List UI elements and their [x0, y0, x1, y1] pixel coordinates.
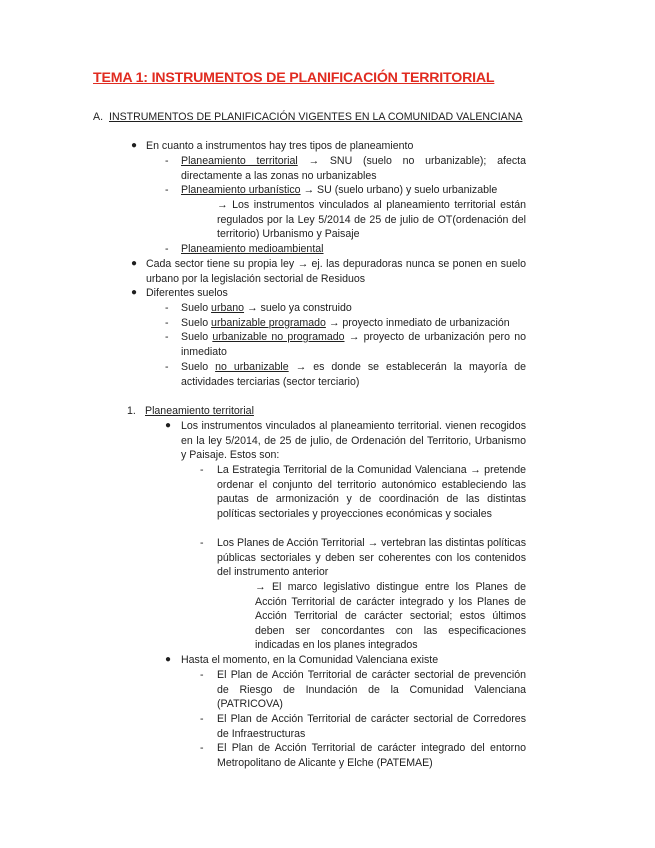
bullet-marker: ● — [131, 287, 138, 298]
text-run: → El marco legislativo distingue entre los Planes de Acción Territorial de carácter integrado y los Planes de Acción Territorial de carácter sectorial; estos últimos deben ser concordantes con las especificaciones indicadas en los planes integrados — [255, 581, 526, 651]
text-run: Suelo — [181, 317, 212, 329]
dash-marker: - — [165, 243, 169, 255]
arrow-note — [217, 198, 526, 242]
dash-marker: - — [165, 317, 169, 329]
bullet-item — [131, 139, 526, 154]
text-run: El Plan de Acción Territorial de carácter integrado del entorno Metropolitano de Alicante y Elche (PATEMAE) — [217, 742, 526, 769]
dash-text — [217, 712, 526, 741]
dash-text — [181, 301, 526, 316]
dash-marker: - — [200, 742, 204, 754]
underlined-text-run: no urbanizable — [215, 361, 289, 373]
text-run: Los Planes de Acción Territorial → vertebran las distintas políticas públicas sectoriales y deben ser coherentes con los contenidos del instrumento anterior — [217, 537, 526, 578]
dash-item — [200, 463, 526, 521]
underlined-text-run: Planeamiento medioambiental — [181, 243, 324, 255]
text-run: Cada sector tiene su propia ley → ej. las depuradoras nunca se ponen en suelo urbano por la legislación sectorial de Residuos — [146, 258, 526, 285]
dash-marker: - — [165, 302, 169, 314]
dash-text — [181, 154, 526, 183]
text-run: La Estrategia Territorial de la Comunidad Valenciana → pretende ordenar el conjunto del territorio autonómico estableciendo las pautas de armonización y de coordinación de las distintas políticas sectoriales y proyecciones económicas y sociales — [217, 464, 526, 520]
text-run: El Plan de Acción Territorial de carácter sectorial de Corredores de Infraestructuras — [217, 713, 526, 740]
dash-text — [181, 242, 526, 257]
page-title: TEMA 1: INSTRUMENTOS DE PLANIFICACIÓN TERRITORIAL — [93, 70, 495, 86]
text-run: Los instrumentos vinculados al planeamiento territorial. vienen recogidos en la ley 5/2014, de 25 de julio, de Ordenación del Territorio, Urbanismo y Paisaje. Estos son: — [181, 420, 526, 461]
letter-marker: A. — [93, 111, 104, 123]
section-heading-text — [145, 404, 526, 419]
text-run: Suelo — [181, 361, 216, 373]
text-run: → SU (suelo urbano) y suelo urbanizable — [300, 184, 498, 196]
dash-item — [165, 183, 526, 198]
bullet-text — [181, 653, 526, 668]
underlined-text-run: Planeamiento urbanístico — [181, 184, 301, 196]
dash-marker: - — [165, 361, 169, 373]
dash-item — [165, 301, 526, 316]
bullet-text — [181, 419, 526, 463]
dash-marker: - — [165, 331, 169, 343]
dash-marker: - — [165, 184, 169, 196]
underlined-text-run: urbano — [211, 302, 245, 314]
bullet-item — [165, 653, 526, 668]
arrow-note — [255, 580, 526, 653]
dash-text — [217, 463, 526, 521]
text-run: → proyecto de urbanización pero no inmediato — [181, 331, 526, 358]
dash-marker: - — [165, 155, 169, 167]
text-run: Diferentes suelos — [146, 287, 228, 299]
dash-item — [200, 668, 526, 712]
note-text — [217, 198, 526, 242]
dash-item — [165, 154, 526, 183]
dash-marker: - — [200, 537, 204, 549]
dash-marker: - — [200, 713, 204, 725]
section-heading-text — [109, 110, 526, 125]
dash-text — [181, 330, 526, 359]
underlined-text-run: Planeamiento territorial — [181, 155, 298, 167]
text-run: → Los instrumentos vinculados al planeamiento territorial están regulados por la Ley 5/2014 de 25 de julio de OT(ordenación del territorio) Urbanismo y Paisaje — [217, 199, 526, 240]
bullet-item — [165, 419, 526, 463]
text-run: Suelo — [181, 331, 213, 343]
section-1-heading — [127, 404, 526, 419]
dash-text — [217, 668, 526, 712]
dash-item — [165, 360, 526, 389]
dash-text — [217, 741, 526, 770]
text-run: → es donde se establecerán la mayoría de actividades terciarias (sector terciario) — [181, 361, 526, 388]
bullet-marker: ● — [165, 420, 172, 431]
text-run: Hasta el momento, en la Comunidad Valenciana existe — [181, 654, 439, 666]
underlined-text-run: INSTRUMENTOS DE PLANIFICACIÓN VIGENTES EN LA COMUNIDAD VALENCIANA — [109, 111, 523, 123]
underlined-text-run: urbanizable no programado — [212, 331, 345, 343]
text-run: → suelo ya construido — [244, 302, 352, 314]
dash-text — [181, 183, 526, 198]
note-text — [255, 580, 526, 653]
dash-marker: - — [200, 464, 204, 476]
text-run: El Plan de Acción Territorial de carácter sectorial de prevención de Riesgo de Inundación de la Comunidad Valenciana (PATRICOVA) — [217, 669, 526, 710]
bullet-marker: ● — [131, 258, 138, 269]
underlined-text-run: Planeamiento territorial — [145, 405, 254, 417]
dash-text — [181, 360, 526, 389]
dash-item — [165, 316, 526, 331]
bullet-marker: ● — [131, 140, 138, 151]
bullet-item — [131, 257, 526, 286]
dash-text — [181, 316, 526, 331]
dash-item — [165, 242, 526, 257]
bullet-text — [146, 257, 526, 286]
dash-item — [200, 712, 526, 741]
section-a-heading — [93, 110, 526, 125]
text-run: → SNU (suelo no urbanizable); afecta directamente a las zonas no urbanizables — [181, 155, 526, 182]
underlined-text-run: urbanizable programado — [211, 317, 326, 329]
dash-text — [217, 536, 526, 580]
bullet-text — [146, 286, 526, 301]
text-run: Suelo — [181, 302, 212, 314]
bullet-item — [131, 286, 526, 301]
bullet-marker: ● — [165, 654, 172, 665]
dash-marker: - — [200, 669, 204, 681]
number-marker: 1. — [127, 405, 136, 417]
bullet-text — [146, 139, 526, 154]
text-run: En cuanto a instrumentos hay tres tipos de planeamiento — [146, 140, 414, 152]
dash-item — [200, 741, 526, 770]
dash-item — [200, 536, 526, 580]
text-run: → proyecto inmediato de urbanización — [325, 317, 510, 329]
dash-item — [165, 330, 526, 359]
